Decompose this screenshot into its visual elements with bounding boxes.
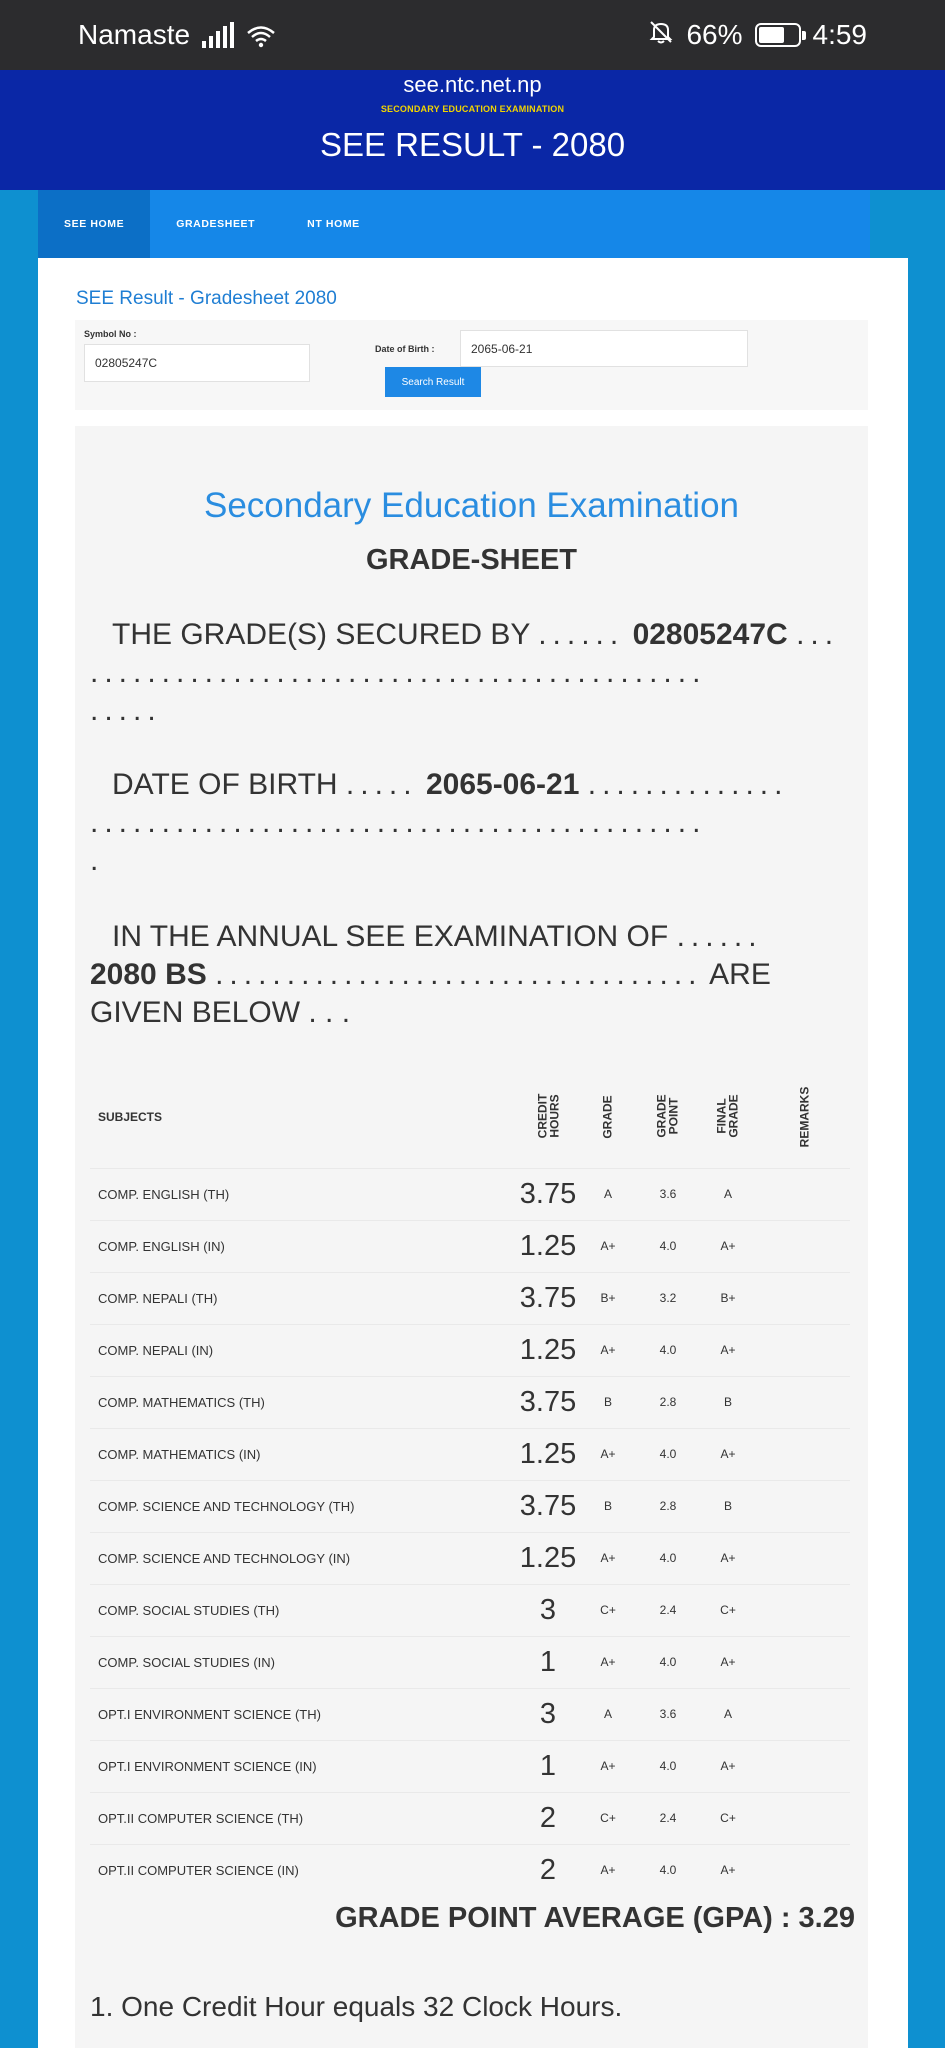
exam-label: IN THE ANNUAL SEE EXAMINATION OF xyxy=(112,920,669,953)
credit-hours-cell: 1 xyxy=(518,1636,578,1688)
credit-hours-cell: 1.25 xyxy=(518,1220,578,1272)
final-grade-cell: A+ xyxy=(698,1220,758,1272)
dob-label: Date of Birth : xyxy=(375,344,435,354)
final-grade-cell: C+ xyxy=(698,1584,758,1636)
table-row xyxy=(90,1792,850,1844)
grade-point-cell: 4.0 xyxy=(638,1636,698,1688)
signal-icon xyxy=(202,22,234,48)
secured-by-label: THE GRADE(S) SECURED BY xyxy=(112,618,530,651)
main-card xyxy=(38,258,908,2048)
subject-cell: COMP. NEPALI (IN) xyxy=(90,1324,518,1376)
grade-point-cell: 2.4 xyxy=(638,1792,698,1844)
search-form xyxy=(75,320,868,410)
final-grade-cell: A+ xyxy=(698,1428,758,1480)
remarks-cell xyxy=(758,1532,850,1584)
credit-hours-cell: 1.25 xyxy=(518,1428,578,1480)
remarks-cell xyxy=(758,1428,850,1480)
site-header xyxy=(0,70,945,190)
nav-see-home[interactable]: SEE HOME xyxy=(38,190,150,258)
subject-cell: OPT.I ENVIRONMENT SCIENCE (TH) xyxy=(90,1688,518,1740)
dob-text: DATE OF BIRTH ..... 2065-06-21 .............. ........................................... . xyxy=(90,768,789,877)
credit-hours-cell: 1 xyxy=(518,1740,578,1792)
clock: 4:59 xyxy=(812,19,867,50)
grade-point-cell: 3.6 xyxy=(638,1688,698,1740)
secured-by-text: THE GRADE(S) SECURED BY ...... 02805247C ... ........................................... ..... xyxy=(90,618,840,727)
symbol-label: Symbol No : xyxy=(84,329,137,339)
grade-cell: A+ xyxy=(578,1636,638,1688)
header-grade-text: GRADE xyxy=(601,1095,615,1139)
table-row xyxy=(90,1688,850,1740)
nav-gradesheet[interactable]: GRADESHEET xyxy=(176,218,256,230)
battery-fill xyxy=(759,27,784,43)
sheet-title: GRADE-SHEET xyxy=(365,544,578,576)
grade-cell: A+ xyxy=(578,1532,638,1584)
subject-cell: COMP. SOCIAL STUDIES (IN) xyxy=(90,1636,518,1688)
credit-hours-cell: 3.75 xyxy=(518,1272,578,1324)
table-row xyxy=(90,1324,850,1376)
site-subtitle: SECONDARY EDUCATION EXAMINATION xyxy=(380,104,565,114)
header-grade-point-text: GRADE POINT xyxy=(655,1094,681,1138)
table-row xyxy=(90,1220,850,1272)
grade-cell: C+ xyxy=(578,1584,638,1636)
remarks-cell xyxy=(758,1792,850,1844)
subject-cell: COMP. ENGLISH (IN) xyxy=(90,1220,518,1272)
subject-cell: COMP. NEPALI (TH) xyxy=(90,1272,518,1324)
site-title: SEE RESULT - 2080 xyxy=(319,126,626,163)
site-domain: see.ntc.net.np xyxy=(403,72,542,97)
dob-statement-label: DATE OF BIRTH xyxy=(112,768,338,801)
final-grade-cell: B+ xyxy=(698,1272,758,1324)
table-row xyxy=(90,1376,850,1428)
remarks-cell xyxy=(758,1220,850,1272)
page-heading: SEE Result - Gradesheet 2080 xyxy=(76,288,337,309)
credit-hours-cell: 1.25 xyxy=(518,1324,578,1376)
grade-point-cell: 3.6 xyxy=(638,1168,698,1220)
mute-icon xyxy=(648,19,674,52)
main-nav xyxy=(38,190,870,258)
remarks-cell xyxy=(758,1688,850,1740)
grade-table xyxy=(90,1066,850,1896)
wifi-icon xyxy=(246,23,276,47)
remarks-cell xyxy=(758,1740,850,1792)
header-final-grade-text: FINAL GRADE xyxy=(715,1094,741,1138)
remarks-cell xyxy=(758,1584,850,1636)
credit-hours-cell: 3.75 xyxy=(518,1376,578,1428)
grade-point-cell: 4.0 xyxy=(638,1324,698,1376)
subject-cell: OPT.II COMPUTER SCIENCE (TH) xyxy=(90,1792,518,1844)
table-row xyxy=(90,1532,850,1584)
remarks-cell xyxy=(758,1636,850,1688)
table-row xyxy=(90,1428,850,1480)
symbol-input[interactable]: 02805247C xyxy=(84,344,310,382)
battery-percent: 66% xyxy=(686,19,743,50)
credit-hours-cell: 1.25 xyxy=(518,1532,578,1584)
remarks-cell xyxy=(758,1272,850,1324)
table-row xyxy=(90,1740,850,1792)
credit-hours-cell: 3 xyxy=(518,1688,578,1740)
subject-cell: OPT.I ENVIRONMENT SCIENCE (IN) xyxy=(90,1740,518,1792)
credit-hours-cell: 2 xyxy=(518,1792,578,1844)
subject-cell: COMP. SCIENCE AND TECHNOLOGY (IN) xyxy=(90,1532,518,1584)
given-below: ARE GIVEN BELOW . . . xyxy=(90,958,771,1029)
subject-cell: COMP. ENGLISH (TH) xyxy=(90,1168,518,1220)
credit-hours-cell: 3.75 xyxy=(518,1480,578,1532)
exam-title: Secondary Education Examination xyxy=(203,486,740,525)
final-grade-cell: A xyxy=(698,1688,758,1740)
header-credit-hours xyxy=(518,1066,578,1168)
grade-point-cell: 4.0 xyxy=(638,1220,698,1272)
final-grade-cell: A+ xyxy=(698,1740,758,1792)
remarks-cell xyxy=(758,1324,850,1376)
grade-cell: C+ xyxy=(578,1792,638,1844)
grade-point-cell: 4.0 xyxy=(638,1740,698,1792)
nav-nt-home[interactable]: NT HOME xyxy=(307,218,360,230)
notes-list xyxy=(90,1988,622,2026)
dob-input[interactable]: 2065-06-21 xyxy=(460,330,748,367)
exam-text: IN THE ANNUAL SEE EXAMINATION OF ...... 2080 BS .................................. ARE GIVEN BELOW . . . xyxy=(90,920,771,1029)
final-grade-cell: A xyxy=(698,1168,758,1220)
grade-point-cell: 2.4 xyxy=(638,1584,698,1636)
final-grade-cell: A+ xyxy=(698,1532,758,1584)
subject-cell: OPT.II COMPUTER SCIENCE (IN) xyxy=(90,1844,518,1896)
credit-hours-cell: 3.75 xyxy=(518,1168,578,1220)
grade-cell: A+ xyxy=(578,1844,638,1896)
grade-cell: A+ xyxy=(578,1740,638,1792)
subject-cell: COMP. MATHEMATICS (IN) xyxy=(90,1428,518,1480)
final-grade-cell: B xyxy=(698,1376,758,1428)
remarks-cell xyxy=(758,1844,850,1896)
grade-cell: B xyxy=(578,1480,638,1532)
table-row xyxy=(90,1480,850,1532)
battery-icon xyxy=(755,23,801,47)
header-final-grade xyxy=(698,1066,758,1168)
table-row xyxy=(90,1272,850,1324)
remarks-cell xyxy=(758,1168,850,1220)
subject-cell: COMP. MATHEMATICS (TH) xyxy=(90,1376,518,1428)
status-bar xyxy=(0,0,945,70)
header-grade-point xyxy=(638,1066,698,1168)
final-grade-cell: A+ xyxy=(698,1324,758,1376)
subject-cell: COMP. SCIENCE AND TECHNOLOGY (TH) xyxy=(90,1480,518,1532)
search-result-button[interactable]: Search Result xyxy=(385,367,481,397)
grade-sheet xyxy=(75,426,868,2048)
final-grade-cell: A+ xyxy=(698,1636,758,1688)
grade-point-cell: 4.0 xyxy=(638,1428,698,1480)
gpa-summary: GRADE POINT AVERAGE (GPA) : 3.29 xyxy=(335,1902,855,1934)
header-remarks xyxy=(758,1066,850,1168)
note-item: 1. One Credit Hour equals 32 Clock Hours. xyxy=(90,1991,623,2022)
exam-year: 2080 BS xyxy=(90,958,207,991)
table-header-row xyxy=(90,1066,850,1168)
table-row xyxy=(90,1168,850,1220)
grade-cell: A+ xyxy=(578,1220,638,1272)
grade-cell: A xyxy=(578,1688,638,1740)
carrier-name: Namaste xyxy=(78,19,191,50)
grade-point-cell: 2.8 xyxy=(638,1480,698,1532)
credit-hours-cell: 3 xyxy=(518,1584,578,1636)
grade-point-cell: 2.8 xyxy=(638,1376,698,1428)
subject-cell: COMP. SOCIAL STUDIES (TH) xyxy=(90,1584,518,1636)
final-grade-cell: B xyxy=(698,1480,758,1532)
remarks-cell xyxy=(758,1376,850,1428)
grade-point-cell: 4.0 xyxy=(638,1844,698,1896)
header-credit-hours-text: CREDIT HOURS xyxy=(534,1093,561,1139)
grade-cell: B xyxy=(578,1376,638,1428)
final-grade-cell: C+ xyxy=(698,1792,758,1844)
grade-cell: A+ xyxy=(578,1324,638,1376)
table-row xyxy=(90,1584,850,1636)
dob-value: 2065-06-21 xyxy=(425,768,580,801)
table-row xyxy=(90,1636,850,1688)
grade-cell: B+ xyxy=(578,1272,638,1324)
table-row xyxy=(90,1844,850,1896)
remarks-cell xyxy=(758,1480,850,1532)
header-subjects: SUBJECTS xyxy=(98,1109,163,1124)
grade-point-cell: 3.2 xyxy=(638,1272,698,1324)
final-grade-cell: A+ xyxy=(698,1844,758,1896)
credit-hours-cell: 2 xyxy=(518,1844,578,1896)
symbol-number: 02805247C xyxy=(632,618,788,651)
grade-cell: A+ xyxy=(578,1428,638,1480)
header-grade xyxy=(578,1066,638,1168)
grade-cell: A xyxy=(578,1168,638,1220)
grade-point-cell: 4.0 xyxy=(638,1532,698,1584)
header-remarks-text: REMARKS xyxy=(796,1086,811,1148)
